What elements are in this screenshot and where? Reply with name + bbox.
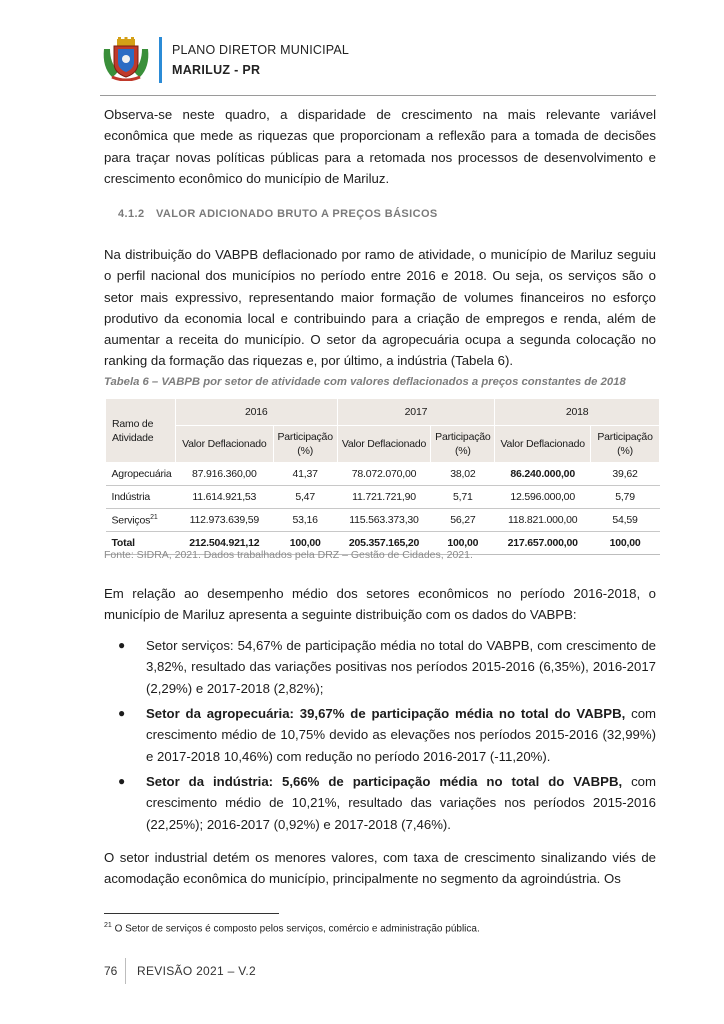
bullet-icon: ● [118, 638, 126, 652]
table-row [106, 509, 660, 532]
performance-paragraph: Em relação ao desempenho médio dos setores econômicos no período 2016-2018, o município de Mariluz apresenta a seguinte distribuição com os dados do VABPB: [104, 586, 656, 623]
document-title: PLANO DIRETOR MUNICIPAL [172, 43, 350, 57]
column-header-value: Valor Deflacionado [175, 426, 273, 463]
table-cell: 100,00 [273, 532, 337, 555]
bullet-text: Setor serviços: 54,67% de participação média no total do VABPB, com crescimento de 3,82%, resultado das variações positivas nos períodos 2015-2016 (6,35%), 2016-2017 (2,29%) e 2017-2018 (2,82%); [146, 638, 656, 696]
footnote-ref[interactable]: 21 [150, 513, 158, 521]
table-cell: 54,59 [591, 509, 660, 532]
footnote-mark: 21 [104, 922, 112, 929]
table-cell: 205.357.165,20 [337, 532, 431, 555]
header-divider [100, 95, 656, 96]
bullet-bold: Setor da agropecuária: 39,67% de participação média no total do VABPB, [146, 706, 626, 721]
coat-of-arms-icon [100, 37, 152, 81]
list-item [104, 703, 656, 767]
row-label [106, 509, 176, 532]
vabpb-table [105, 398, 660, 555]
table-cell: 38,02 [431, 463, 495, 486]
section-number: 4.1.2 [118, 208, 145, 220]
row-header: Ramo de Atividade [106, 399, 176, 463]
year-header: 2017 [337, 399, 495, 426]
table-cell: 11.614.921,53 [175, 486, 273, 509]
table-cell: 86.240.000,00 [495, 463, 591, 486]
column-header-share: Participação (%) [431, 426, 495, 463]
row-label-text: Serviços [111, 514, 151, 527]
municipality-name: MARILUZ - PR [172, 63, 261, 77]
footer-divider [125, 958, 126, 984]
footnote-text: O Setor de serviços é composto pelos serviços, comércio e administração pública. [111, 923, 480, 935]
table-cell: 118.821.000,00 [495, 509, 591, 532]
section-heading [118, 208, 438, 220]
table-cell: 87.916.360,00 [175, 463, 273, 486]
table-cell: 12.596.000,00 [495, 486, 591, 509]
table-cell: 115.563.373,30 [337, 509, 431, 532]
revision-label: REVISÃO 2021 – V.2 [137, 964, 257, 978]
section-title: VALOR ADICIONADO BRUTO A PREÇOS BÁSICOS [156, 208, 438, 220]
distribution-paragraph: Na distribuição do VABPB deflacionado por ramo de atividade, o município de Mariluz seguiu o perfil nacional dos municípios no período entre 2016 e 2018. Ou seja, os serviços são o setor mais expressivo, representando maior formação de volumes financeiros no esforço produtivo da economia local e contribuindo para a criação de empregos e renda, além de aumentar a receita do município. O setor da agropecuária ocupa a segunda colocação no ranking da formação das riquezas e, por último, a indústria (Tabela 6). [104, 247, 656, 369]
table-cell: 5,71 [431, 486, 495, 509]
list-item [104, 635, 656, 699]
bullet-bold: Setor da indústria: 5,66% de participação média no total do VABPB, [146, 774, 623, 789]
bullet-text [146, 771, 656, 835]
intro-paragraph: Observa-se neste quadro, a disparidade de crescimento na mais relevante variável econômica que mede as riquezas que proporcionam a reflexão para a tomada de decisões para traçar novas políticas públicas para a retomada nos processos de desenvolvimento e crescimento econômico do município de Mariluz. [104, 107, 656, 186]
table-cell: 78.072.070,00 [337, 463, 431, 486]
table-cell: 5,79 [591, 486, 660, 509]
bullet-icon: ● [118, 774, 126, 788]
bullet-rest: com crescimento médio de 10,21%, resultado das variações nos períodos 2015-2016 (22,25%); 2016-2017 (0,92%) e 2017-2018 (7,46%). [146, 774, 657, 832]
table-cell: 217.657.000,00 [495, 532, 591, 555]
column-header-share: Participação (%) [273, 426, 337, 463]
footnote [104, 922, 480, 934]
year-header: 2016 [175, 399, 337, 426]
table-cell: 56,27 [431, 509, 495, 532]
table-cell: 39,62 [591, 463, 660, 486]
table-row [106, 463, 660, 486]
table-cell: 100,00 [591, 532, 660, 555]
page-header [100, 35, 660, 110]
row-label: Indústria [106, 486, 176, 509]
list-item [104, 771, 656, 835]
table-cell: 11.721.721,90 [337, 486, 431, 509]
column-header-share: Participação (%) [591, 426, 660, 463]
table-caption: Tabela 6 – VABPB por setor de atividade com valores deflacionados a preços constantes de 2018 [104, 376, 626, 388]
table-cell: 212.504.921,12 [175, 532, 273, 555]
industry-paragraph: O setor industrial detém os menores valores, com taxa de crescimento sinalizando viés de acomodação econômica do município, principalmente no segmento da agroindústria. Os [104, 850, 656, 887]
row-label: Agropecuária [106, 463, 176, 486]
page-number: 76 [104, 964, 118, 978]
bullet-rest: com crescimento médio de 10,75% devido as elevações nos períodos 2015-2016 (32,99%) e 2017-2018 10,46%) com redução no período 2016-2017 (-11,20%). [146, 706, 657, 764]
table-row [106, 486, 660, 509]
footnote-divider [104, 913, 279, 914]
row-label: Total [106, 532, 176, 555]
table-cell: 53,16 [273, 509, 337, 532]
bullet-text [146, 703, 656, 767]
bullet-icon: ● [118, 706, 126, 720]
year-header: 2018 [495, 399, 660, 426]
table-source: Fonte: SIDRA, 2021. Dados trabalhados pela DRZ – Gestão de Cidades, 2021. [104, 549, 473, 561]
table-cell: 112.973.639,59 [175, 509, 273, 532]
table-cell: 41,37 [273, 463, 337, 486]
table-cell: 100,00 [431, 532, 495, 555]
header-accent-bar [159, 37, 162, 83]
column-header-value: Valor Deflacionado [337, 426, 431, 463]
column-header-value: Valor Deflacionado [495, 426, 591, 463]
table-cell: 5,47 [273, 486, 337, 509]
